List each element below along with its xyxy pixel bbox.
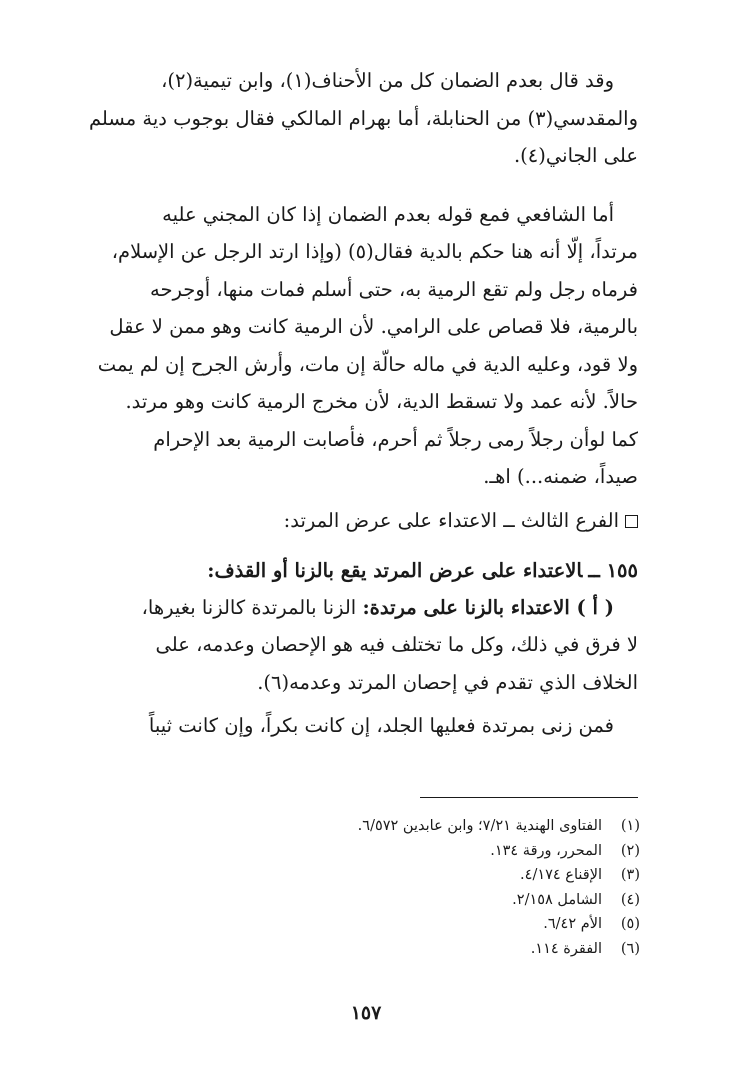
section-title: الاعتداء على عرض المرتد يقع بالزنا أو القذف: bbox=[207, 558, 583, 582]
footnote bbox=[180, 814, 640, 839]
footnote-text: الفتاوى الهندية ٧/٢١؛ وابن عابدين ٦/٥٧٢. bbox=[357, 818, 602, 834]
footnote-number: (٢) bbox=[620, 842, 640, 859]
sub-paragraph-text: الزنا بالمرتدة كالزنا بغيرها، bbox=[141, 595, 357, 619]
branch-heading bbox=[70, 502, 638, 539]
footnote bbox=[180, 839, 640, 864]
text-line: ولا قود، وعليه الدية في ماله حالّة إن مات، وأرش الجرح إن لم يمت bbox=[97, 352, 638, 376]
footnote-number: (٦) bbox=[620, 940, 640, 957]
branch-heading-text: الفرع الثالث ــ الاعتداء على عرض المرتد: bbox=[283, 508, 619, 532]
footnote-text: الفقرة ١١٤. bbox=[530, 940, 602, 957]
footnote-separator bbox=[420, 797, 638, 798]
footnote-text: الشامل ٢/١٥٨. bbox=[512, 891, 602, 908]
text-line: حالاً. لأنه عمد ولا تسقط الدية، لأن مخرج الرمية كانت وهو مرتد. bbox=[125, 390, 638, 413]
footnote-number: (١) bbox=[620, 818, 640, 834]
text-line bbox=[70, 589, 638, 627]
section-number: ١٥٥ ــ bbox=[588, 558, 638, 582]
footnote bbox=[180, 937, 640, 962]
text-line: مرتداً، إلّا أنه هنا حكم بالدية فقال(٥) (وإذا ارتد الرجل عن الإسلام، bbox=[111, 240, 638, 263]
text-line: فرماه رجل ولم تقع الرمية به، حتى أسلم فمات منها، أوجرحه bbox=[150, 277, 638, 301]
footnote-number: (٥) bbox=[620, 916, 640, 933]
sub-paragraph-label: ( أ ) الاعتداء بالزنا على مرتدة: bbox=[362, 595, 614, 619]
text-line: الخلاف الذي تقدم في إحصان المرتد وعدمه(٦). bbox=[257, 670, 638, 694]
footnote-text: الأم ٦/٤٢. bbox=[543, 916, 602, 933]
page-number: ١٥٧ bbox=[350, 1002, 382, 1024]
text-line: على الجاني(٤). bbox=[513, 144, 638, 167]
paragraph-last bbox=[70, 707, 638, 745]
text-line: لا فرق في ذلك، وكل ما تختلف فيه هو الإحصان وعدمه، على bbox=[155, 633, 638, 656]
sub-paragraph bbox=[70, 589, 638, 702]
text-line: وقد قال بعدم الضمان كل من الأحناف(١)، وابن تيمية(٢)، bbox=[161, 69, 614, 92]
footnote-number: (٤) bbox=[620, 891, 640, 908]
text-line: صيداً، ضمنه...) اهـ. bbox=[483, 465, 638, 488]
footnote-number: (٣) bbox=[620, 867, 640, 884]
footnotes bbox=[180, 814, 640, 962]
footnote bbox=[180, 863, 640, 888]
footnote bbox=[180, 912, 640, 937]
footnote bbox=[180, 888, 640, 913]
paragraph-2 bbox=[70, 196, 638, 496]
square-bullet-icon bbox=[625, 515, 638, 528]
text-line: أما الشافعي فمع قوله بعدم الضمان إذا كان المجني عليه bbox=[162, 202, 614, 226]
text-line: فمن زنى بمرتدة فعليها الجلد، إن كانت بكراً، وإن كانت ثيباً bbox=[148, 714, 614, 737]
footnote-text: الإقناع ٤/١٧٤. bbox=[520, 867, 602, 884]
page-body bbox=[70, 62, 638, 745]
section-heading bbox=[70, 553, 638, 589]
paragraph-1 bbox=[70, 62, 638, 175]
text-line: والمقدسي(٣) من الحنابلة، أما بهرام المالكي فقال بوجوب دية مسلم bbox=[88, 106, 638, 130]
text-line: كما لوأن رجلاً رمى رجلاً ثم أحرم، فأصابت الرمية بعد الإحرام bbox=[153, 427, 638, 451]
footnote-text: المحرر، ورقة ١٣٤. bbox=[490, 842, 602, 859]
text-line: بالرمية، فلا قصاص على الرامي. لأن الرمية كانت وهو ممن لا عقل bbox=[109, 315, 638, 338]
